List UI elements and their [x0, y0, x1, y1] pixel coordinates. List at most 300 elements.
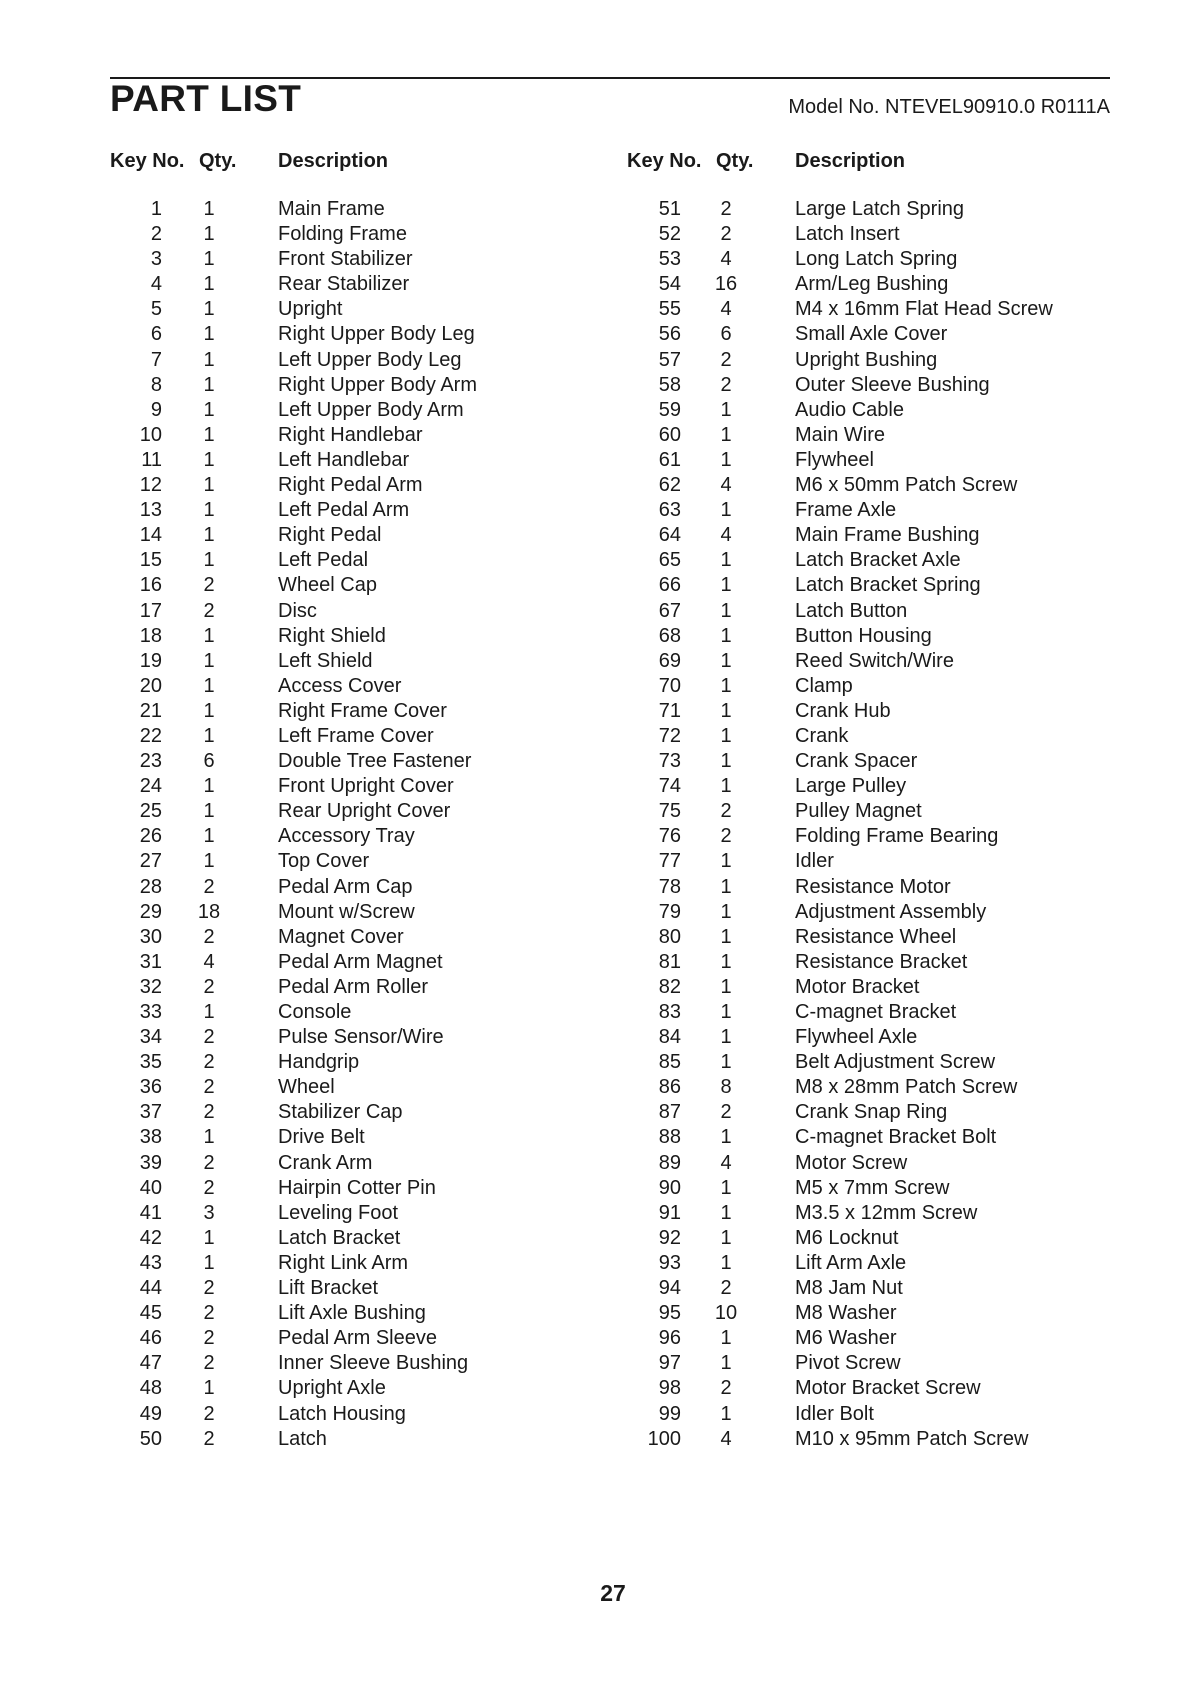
part-qty: 2 — [203, 975, 215, 998]
part-description: Reed Switch/Wire — [795, 649, 954, 672]
part-qty: 2 — [203, 1327, 215, 1350]
part-description: Idler Bolt — [795, 1402, 874, 1425]
part-description: Belt Adjustment Screw — [795, 1051, 996, 1074]
part-qty: 4 — [203, 950, 215, 973]
header-key-no: Key No. — [627, 150, 702, 172]
part-key-no: 47 — [139, 1352, 162, 1375]
part-description: Right Handlebar — [278, 423, 423, 446]
part-description: Lift Axle Bushing — [278, 1302, 426, 1325]
part-description: Hairpin Cotter Pin — [278, 1176, 436, 1199]
part-row — [110, 349, 590, 374]
part-row — [627, 850, 1107, 875]
part-key-no: 4 — [150, 273, 162, 296]
part-row — [627, 549, 1107, 574]
part-key-no: 46 — [139, 1327, 162, 1350]
part-row — [110, 1428, 590, 1453]
part-description: Long Latch Spring — [795, 248, 958, 271]
part-qty: 1 — [203, 825, 215, 848]
part-description: Right Pedal Arm — [278, 474, 423, 497]
part-key-no: 3 — [150, 248, 162, 271]
part-key-no: 20 — [139, 674, 162, 697]
part-key-no: 59 — [658, 398, 681, 421]
part-qty: 1 — [720, 549, 732, 572]
part-qty: 1 — [203, 549, 215, 572]
part-qty: 1 — [720, 750, 732, 773]
part-description: Right Link Arm — [278, 1251, 409, 1274]
part-qty: 2 — [203, 1402, 215, 1425]
part-qty: 1 — [720, 1327, 732, 1350]
part-qty: 1 — [720, 674, 732, 697]
part-key-no: 94 — [658, 1277, 681, 1300]
part-description: M8 x 28mm Patch Screw — [795, 1076, 1018, 1099]
part-key-no: 43 — [139, 1251, 162, 1274]
part-row — [627, 1076, 1107, 1101]
part-qty: 2 — [203, 1101, 215, 1124]
part-row — [627, 1352, 1107, 1377]
part-key-no: 51 — [658, 198, 681, 220]
part-key-no: 30 — [139, 925, 162, 948]
part-description: Disc — [278, 599, 317, 622]
part-row — [627, 825, 1107, 850]
part-key-no: 89 — [658, 1151, 681, 1174]
part-description: Stabilizer Cap — [278, 1101, 403, 1124]
part-qty: 1 — [720, 1051, 732, 1074]
part-row — [627, 876, 1107, 901]
part-key-no: 13 — [139, 499, 162, 522]
part-description: Latch Insert — [795, 223, 900, 246]
part-qty: 1 — [720, 423, 732, 446]
part-key-no: 5 — [150, 298, 162, 321]
part-description: M4 x 16mm Flat Head Screw — [795, 298, 1053, 321]
part-qty: 2 — [203, 1176, 215, 1199]
part-key-no: 98 — [658, 1377, 681, 1400]
part-key-no: 16 — [139, 574, 162, 597]
part-key-no: 28 — [139, 875, 162, 898]
part-qty: 1 — [203, 348, 215, 371]
part-description: C-magnet Bracket Bolt — [795, 1126, 997, 1149]
part-qty: 1 — [203, 448, 215, 471]
part-description: Resistance Bracket — [795, 950, 968, 973]
part-qty: 1 — [203, 198, 215, 220]
part-row — [627, 323, 1107, 348]
part-row — [627, 374, 1107, 399]
part-qty: 6 — [203, 750, 215, 773]
part-description: Upright Axle — [278, 1377, 386, 1400]
part-description: Double Tree Fastener — [278, 750, 472, 773]
part-qty: 1 — [203, 1001, 215, 1023]
part-key-no: 38 — [139, 1126, 162, 1149]
part-description: M8 Washer — [795, 1302, 897, 1325]
part-description: Crank Hub — [795, 699, 891, 722]
part-row — [110, 449, 590, 474]
part-key-no: 55 — [658, 298, 681, 321]
part-key-no: 12 — [139, 474, 162, 497]
part-row — [627, 424, 1107, 449]
part-row — [110, 650, 590, 675]
part-row — [627, 574, 1107, 599]
part-description: Access Cover — [278, 674, 402, 697]
part-row — [110, 725, 590, 750]
part-qty: 1 — [203, 674, 215, 697]
part-key-no: 39 — [139, 1151, 162, 1174]
part-key-no: 50 — [139, 1427, 162, 1450]
part-description: Frame Axle — [795, 499, 897, 522]
part-description: Outer Sleeve Bushing — [795, 373, 990, 396]
part-description: M10 x 95mm Patch Screw — [795, 1427, 1029, 1450]
part-qty: 1 — [720, 398, 732, 421]
part-key-no: 7 — [150, 348, 162, 371]
part-description: Main Wire — [795, 423, 886, 446]
part-description: Left Upper Body Leg — [278, 348, 462, 371]
part-key-no: 6 — [150, 323, 162, 346]
part-qty: 4 — [720, 298, 732, 321]
part-row — [110, 1152, 590, 1177]
part-description: Left Handlebar — [278, 448, 410, 471]
part-row — [627, 1202, 1107, 1227]
part-description: Left Pedal — [278, 549, 369, 572]
part-qty: 2 — [203, 1427, 215, 1450]
part-row — [627, 1101, 1107, 1126]
part-key-no: 64 — [658, 524, 681, 547]
part-row — [110, 901, 590, 926]
part-key-no: 54 — [658, 273, 681, 296]
part-key-no: 32 — [139, 975, 162, 998]
part-description: Inner Sleeve Bushing — [278, 1352, 469, 1375]
header-qty: Qty. — [716, 150, 754, 172]
part-key-no: 44 — [139, 1277, 162, 1300]
part-key-no: 27 — [139, 850, 162, 873]
part-description: Arm/Leg Bushing — [795, 273, 949, 296]
part-key-no: 24 — [139, 775, 162, 798]
part-description: Large Pulley — [795, 775, 907, 798]
part-row — [627, 1026, 1107, 1051]
part-key-no: 29 — [139, 900, 162, 923]
part-description: Resistance Wheel — [795, 925, 957, 948]
part-qty: 2 — [720, 1377, 732, 1400]
part-qty: 8 — [720, 1076, 732, 1099]
part-key-no: 63 — [658, 499, 681, 522]
part-row — [627, 1001, 1107, 1026]
part-row — [627, 650, 1107, 675]
part-row — [627, 474, 1107, 499]
part-row — [110, 1302, 590, 1327]
part-key-no: 48 — [139, 1377, 162, 1400]
part-key-no: 34 — [139, 1026, 162, 1049]
part-description: Left Pedal Arm — [278, 499, 410, 522]
part-description: Pulse Sensor/Wire — [278, 1026, 444, 1049]
part-row — [627, 1126, 1107, 1151]
part-row — [627, 248, 1107, 273]
part-row — [110, 323, 590, 348]
part-key-no: 18 — [139, 624, 162, 647]
part-key-no: 86 — [658, 1076, 681, 1099]
part-row — [110, 1377, 590, 1402]
part-key-no: 71 — [658, 699, 681, 722]
part-key-no: 70 — [658, 674, 681, 697]
part-row — [627, 499, 1107, 524]
part-qty: 6 — [720, 323, 732, 346]
part-key-no: 25 — [139, 800, 162, 823]
part-key-no: 62 — [658, 474, 681, 497]
part-row — [110, 1403, 590, 1428]
part-description: Left Shield — [278, 649, 373, 672]
part-key-no: 42 — [139, 1226, 162, 1249]
part-qty: 2 — [203, 1277, 215, 1300]
part-key-no: 87 — [658, 1101, 681, 1124]
part-description: Crank — [795, 724, 849, 747]
part-row — [627, 775, 1107, 800]
part-description: Motor Bracket Screw — [795, 1377, 981, 1400]
part-key-no: 22 — [139, 724, 162, 747]
part-qty: 1 — [720, 775, 732, 798]
part-key-no: 37 — [139, 1101, 162, 1124]
part-row — [627, 1152, 1107, 1177]
part-qty: 1 — [720, 624, 732, 647]
part-description: Large Latch Spring — [795, 198, 965, 220]
header-description: Description — [795, 150, 906, 172]
part-description: Latch Button — [795, 599, 908, 622]
part-description: Main Frame Bushing — [795, 524, 980, 547]
part-qty: 1 — [203, 298, 215, 321]
part-qty: 4 — [720, 524, 732, 547]
part-key-no: 84 — [658, 1026, 681, 1049]
part-key-no: 60 — [658, 423, 681, 446]
part-qty: 1 — [720, 1001, 732, 1023]
part-description: Folding Frame — [278, 223, 407, 246]
part-row — [627, 600, 1107, 625]
part-row — [110, 1277, 590, 1302]
part-key-no: 78 — [658, 875, 681, 898]
part-qty: 2 — [203, 574, 215, 597]
part-row — [110, 1177, 590, 1202]
part-description: Pedal Arm Roller — [278, 975, 429, 998]
part-qty: 2 — [203, 1302, 215, 1325]
part-row — [627, 1277, 1107, 1302]
part-key-no: 1 — [150, 198, 162, 220]
part-row — [110, 524, 590, 549]
part-qty: 3 — [203, 1201, 215, 1224]
part-key-no: 53 — [658, 248, 681, 271]
part-qty: 2 — [720, 373, 732, 396]
part-description: Right Shield — [278, 624, 386, 647]
part-description: Resistance Motor — [795, 875, 951, 898]
part-description: Handgrip — [278, 1051, 360, 1074]
part-qty: 1 — [720, 850, 732, 873]
part-qty: 1 — [203, 699, 215, 722]
part-key-no: 26 — [139, 825, 162, 848]
part-key-no: 90 — [658, 1176, 681, 1199]
part-description: M6 Locknut — [795, 1226, 899, 1249]
part-description: Crank Spacer — [795, 750, 918, 773]
part-row — [110, 574, 590, 599]
part-qty: 1 — [720, 1126, 732, 1149]
part-qty: 1 — [720, 975, 732, 998]
part-key-no: 49 — [139, 1402, 162, 1425]
part-qty: 2 — [720, 223, 732, 246]
part-qty: 1 — [720, 1226, 732, 1249]
part-row — [110, 1051, 590, 1076]
part-qty: 1 — [203, 398, 215, 421]
part-description: M5 x 7mm Screw — [795, 1176, 950, 1199]
part-description: Button Housing — [795, 624, 932, 647]
part-row — [110, 248, 590, 273]
part-description: M6 Washer — [795, 1327, 897, 1350]
part-key-no: 76 — [658, 825, 681, 848]
part-qty: 2 — [720, 198, 732, 220]
part-description: Latch Bracket Axle — [795, 549, 961, 572]
part-key-no: 81 — [658, 950, 681, 973]
part-qty: 1 — [720, 574, 732, 597]
part-qty: 4 — [720, 1427, 732, 1450]
part-row — [110, 800, 590, 825]
part-key-no: 8 — [150, 373, 162, 396]
part-key-no: 61 — [658, 448, 681, 471]
part-qty: 1 — [203, 373, 215, 396]
part-row — [627, 349, 1107, 374]
part-description: Top Cover — [278, 850, 370, 873]
part-row — [627, 449, 1107, 474]
part-key-no: 73 — [658, 750, 681, 773]
part-qty: 1 — [720, 875, 732, 898]
part-row — [627, 725, 1107, 750]
part-key-no: 75 — [658, 800, 681, 823]
part-key-no: 77 — [658, 850, 681, 873]
part-qty: 1 — [203, 775, 215, 798]
part-row — [110, 675, 590, 700]
header-description: Description — [278, 150, 389, 172]
part-row — [110, 1227, 590, 1252]
part-row — [627, 951, 1107, 976]
part-key-no: 72 — [658, 724, 681, 747]
part-description: Lift Arm Axle — [795, 1251, 907, 1274]
part-description: Flywheel — [795, 448, 874, 471]
part-key-no: 45 — [139, 1302, 162, 1325]
part-description: Latch — [278, 1427, 327, 1450]
part-row — [627, 926, 1107, 951]
part-qty: 1 — [203, 474, 215, 497]
part-description: Motor Bracket — [795, 975, 920, 998]
part-qty: 16 — [714, 273, 738, 296]
part-description: Right Upper Body Arm — [278, 373, 477, 396]
page-title: PART LIST — [110, 78, 302, 119]
parts-list — [627, 198, 1107, 1453]
part-qty: 2 — [720, 348, 732, 371]
part-key-no: 97 — [658, 1352, 681, 1375]
part-row — [110, 424, 590, 449]
part-description: Clamp — [795, 674, 853, 697]
header-qty: Qty. — [199, 150, 237, 172]
part-row — [627, 1327, 1107, 1352]
part-qty: 1 — [203, 1126, 215, 1149]
part-qty: 1 — [203, 223, 215, 246]
part-key-no: 69 — [658, 649, 681, 672]
part-qty: 1 — [203, 800, 215, 823]
part-qty: 2 — [203, 925, 215, 948]
part-qty: 1 — [720, 1026, 732, 1049]
part-row — [110, 1327, 590, 1352]
part-key-no: 11 — [141, 448, 162, 471]
part-key-no: 91 — [658, 1201, 681, 1224]
part-qty: 1 — [720, 1402, 732, 1425]
part-key-no: 41 — [139, 1201, 162, 1224]
part-row — [627, 901, 1107, 926]
part-key-no: 2 — [150, 223, 162, 246]
page-number: 27 — [600, 1580, 626, 1606]
part-description: Rear Upright Cover — [278, 800, 451, 823]
part-row — [627, 700, 1107, 725]
part-row — [627, 1403, 1107, 1428]
part-description: Wheel — [278, 1076, 335, 1099]
part-row — [110, 499, 590, 524]
part-row — [110, 1126, 590, 1151]
part-row — [110, 474, 590, 499]
part-description: Pivot Screw — [795, 1352, 901, 1375]
part-row — [110, 750, 590, 775]
part-description: Drive Belt — [278, 1126, 365, 1149]
part-row — [627, 198, 1107, 223]
part-description: Pedal Arm Magnet — [278, 950, 443, 973]
part-key-no: 96 — [658, 1327, 681, 1350]
part-row — [627, 976, 1107, 1001]
part-qty: 1 — [203, 649, 215, 672]
part-qty: 1 — [203, 1377, 215, 1400]
part-key-no: 23 — [139, 750, 162, 773]
part-key-no: 40 — [139, 1176, 162, 1199]
part-row — [110, 198, 590, 223]
part-row — [627, 524, 1107, 549]
part-description: Right Upper Body Leg — [278, 323, 475, 346]
part-row — [627, 1377, 1107, 1402]
part-description: Wheel Cap — [278, 574, 377, 597]
header-key-no: Key No. — [110, 150, 185, 172]
part-row — [627, 800, 1107, 825]
part-description: M8 Jam Nut — [795, 1277, 903, 1300]
part-description: Rear Stabilizer — [278, 273, 410, 296]
part-row — [110, 223, 590, 248]
part-row — [627, 625, 1107, 650]
part-key-no: 80 — [658, 925, 681, 948]
part-key-no: 93 — [658, 1251, 681, 1274]
part-description: Upright Bushing — [795, 348, 938, 371]
part-row — [627, 273, 1107, 298]
part-key-no: 9 — [150, 398, 162, 421]
part-key-no: 19 — [139, 649, 162, 672]
part-qty: 1 — [720, 724, 732, 747]
part-key-no: 100 — [647, 1427, 681, 1450]
part-description: Main Frame — [278, 198, 385, 220]
part-description: M3.5 x 12mm Screw — [795, 1201, 978, 1224]
part-row — [110, 1352, 590, 1377]
part-description: Magnet Cover — [278, 925, 404, 948]
part-description: Audio Cable — [795, 398, 904, 421]
part-row — [627, 1428, 1107, 1453]
part-row — [110, 273, 590, 298]
part-description: Folding Frame Bearing — [795, 825, 999, 848]
part-qty: 1 — [720, 900, 732, 923]
part-row — [110, 399, 590, 424]
part-key-no: 85 — [658, 1051, 681, 1074]
part-key-no: 83 — [658, 1001, 681, 1023]
part-key-no: 33 — [139, 1001, 162, 1023]
part-qty: 1 — [720, 925, 732, 948]
part-row — [110, 549, 590, 574]
part-key-no: 74 — [658, 775, 681, 798]
part-row — [110, 298, 590, 323]
part-qty: 10 — [714, 1302, 738, 1325]
part-row — [110, 700, 590, 725]
part-row — [627, 1051, 1107, 1076]
part-description: Left Upper Body Arm — [278, 398, 464, 421]
